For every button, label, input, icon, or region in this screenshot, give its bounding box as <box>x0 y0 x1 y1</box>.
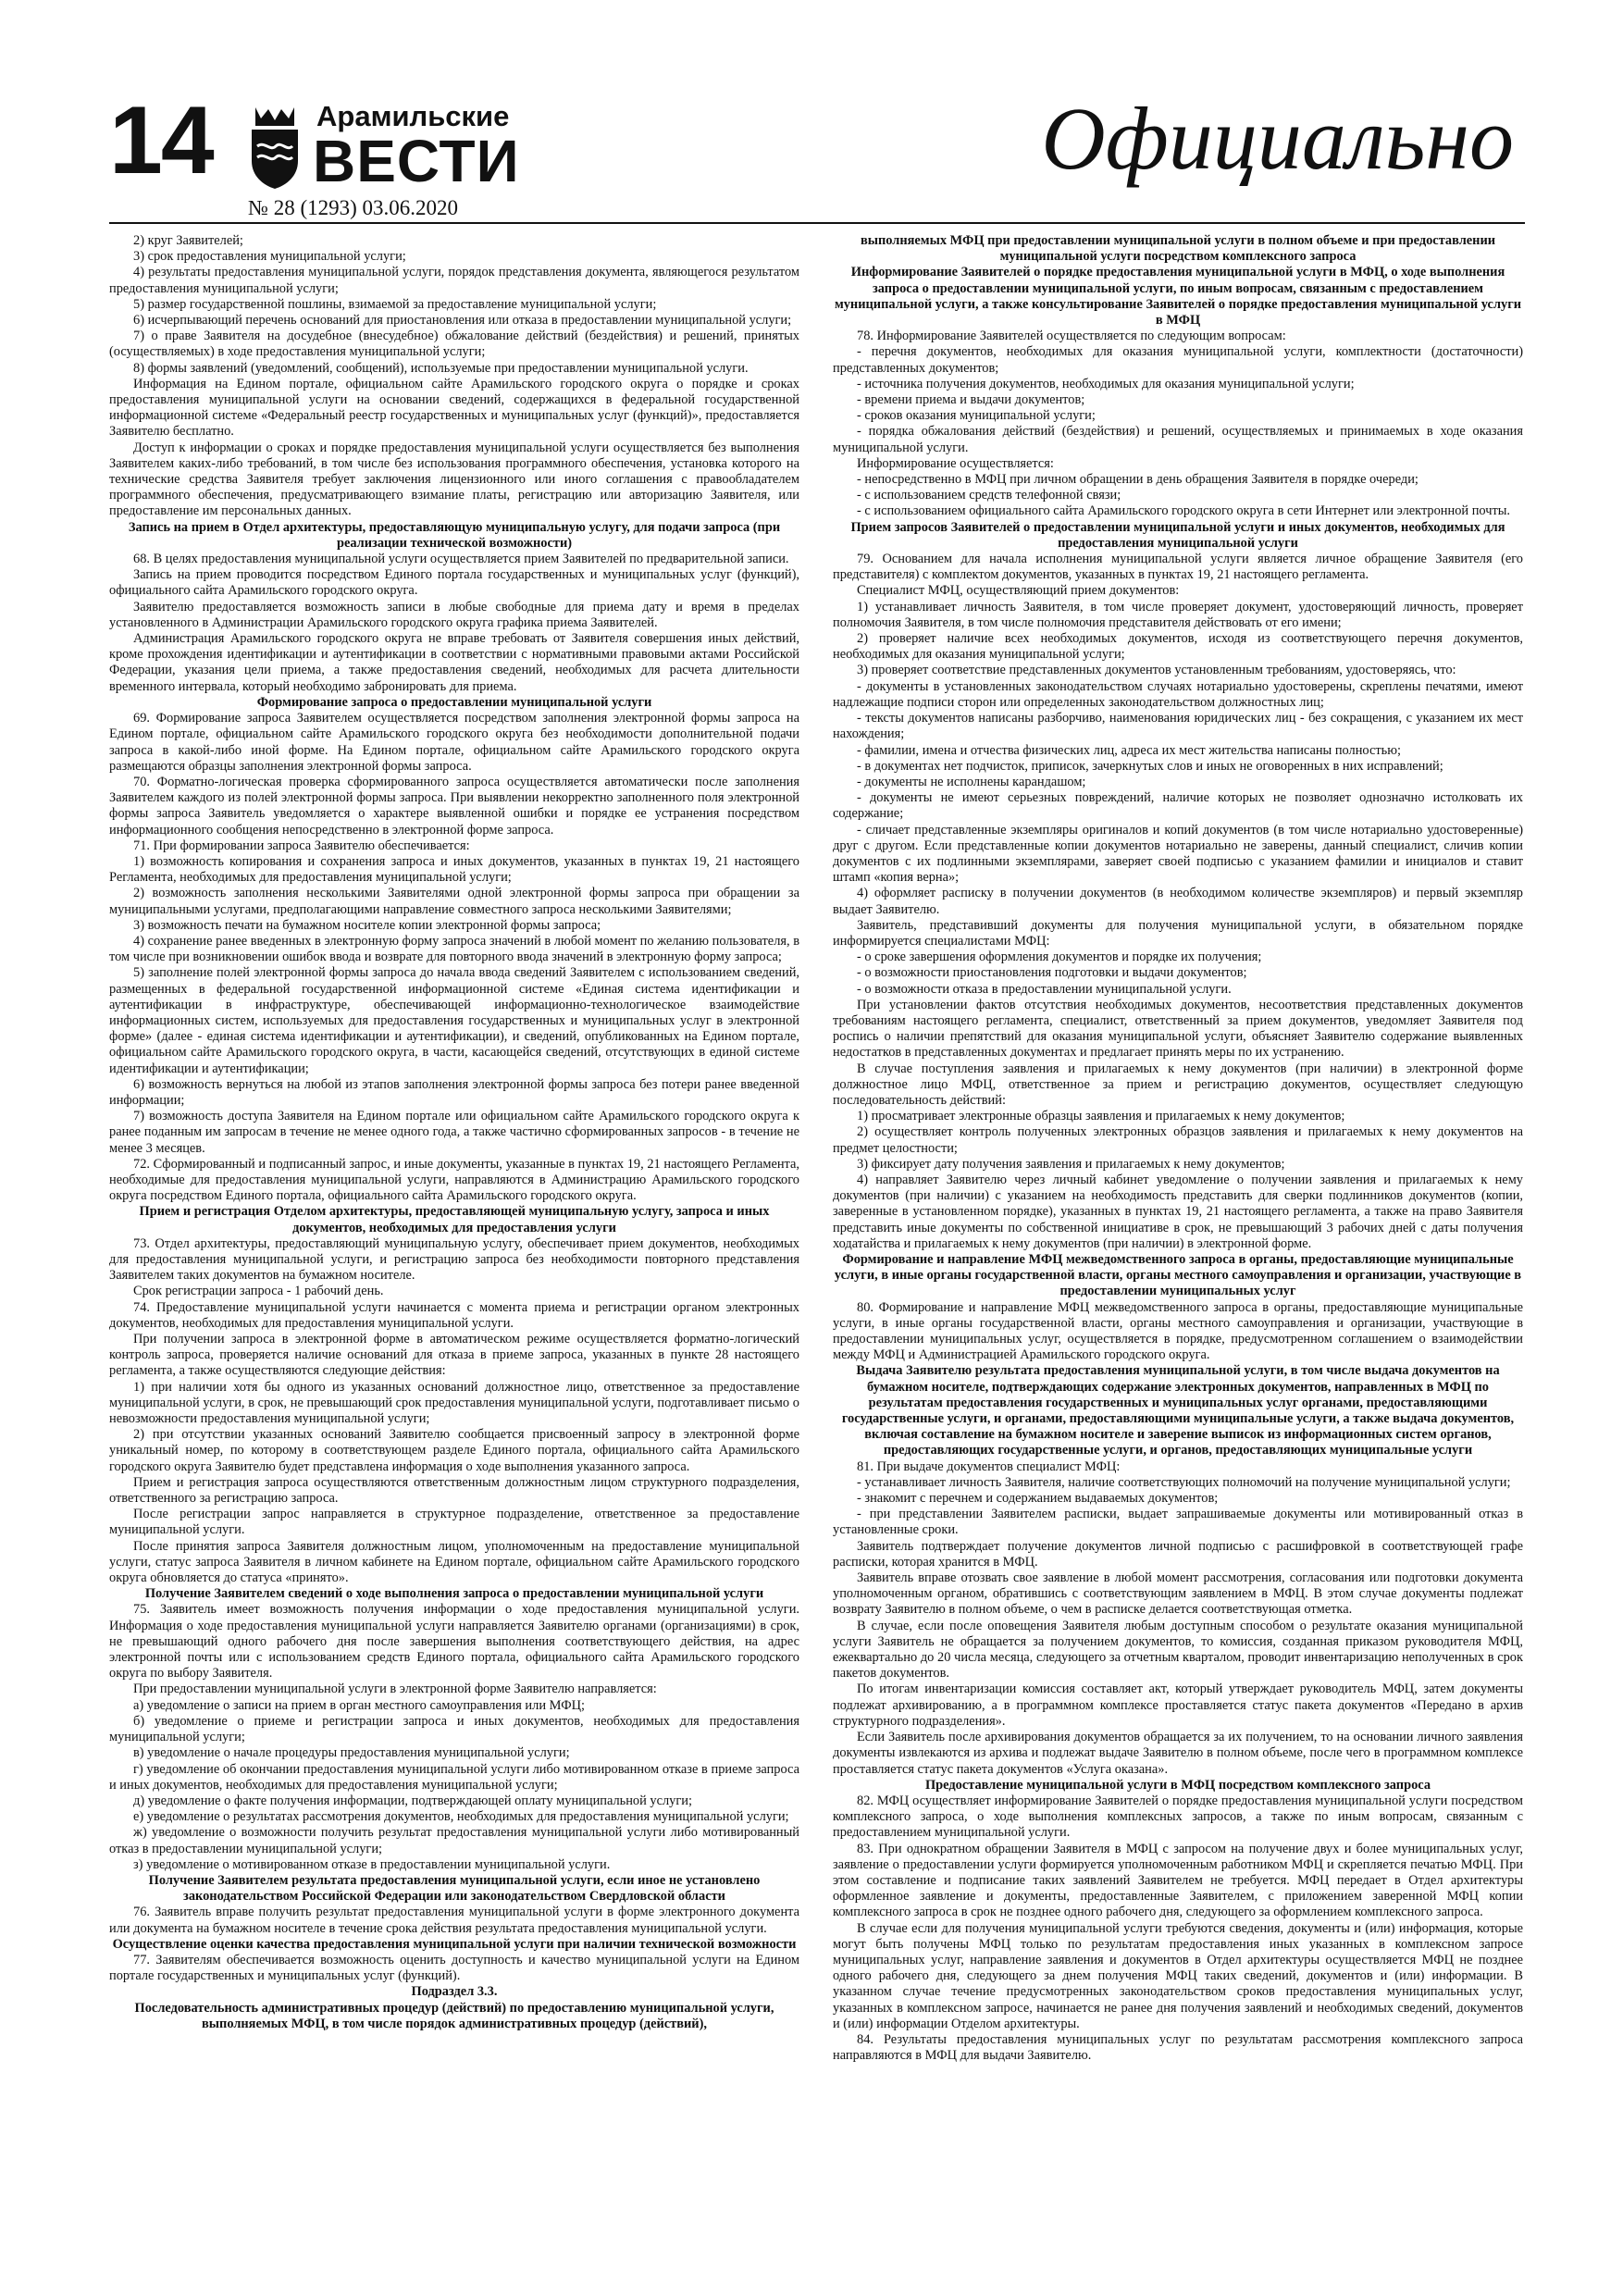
section-title: Официально <box>1041 89 1514 188</box>
city-emblem-icon <box>248 105 302 191</box>
paragraph: - сличает представленные экземпляры оригиналов и копий документов (в том числе нотариально удостоверенные) друг с другом. Если представленные копии документов нотариально не заверены, данный специалист, сличив копии документов с их подлинными экземплярами, заверяет своей подписью с указанием фамилии и инициалов и ставит штамп «копия верна»; <box>833 822 1523 886</box>
paragraph: 3) возможность печати на бумажном носителе копии электронной формы запроса; <box>133 917 601 933</box>
paragraph: 4) направляет Заявителю через личный кабинет уведомление о получении заявления и прилагаемых к нему документов (при наличии) с указанием на необходимость представить для сверки подлинников документов (копии, заверенные в установленном порядке), указанных в пунктах 19, 21 настоящего регламента, а также на право Заявителя представить иные документы по собственной инициативе в срок, не превышающий 3 рабочих дней с даты получения ходатайства и прилагаемых к нему документов (при наличии) в электронной форме. <box>833 1172 1523 1251</box>
paragraph: 5) размер государственной пошлины, взимаемой за предоставление муниципальной услуги; <box>133 296 657 312</box>
header-divider <box>109 222 1525 224</box>
paragraph: - документы не исполнены карандашом; <box>857 774 1086 789</box>
paragraph: 3) фиксирует дату получения заявления и прилагаемых к нему документов; <box>857 1156 1285 1172</box>
paragraph: з) уведомление о мотивированном отказе в предоставлении муниципальной услуги. <box>133 1856 611 1872</box>
section-heading: Запись на прием в Отдел архитектуры, предоставляющую муниципальную услугу, для подачи запроса (при реализации технической возможности) <box>128 519 781 551</box>
paragraph: 2) возможность заполнения несколькими Заявителями одной электронной формы запроса при обращении за муниципальными услугами, предполагающими направление совместного запроса несколькими Заявителями; <box>109 886 799 917</box>
section-heading: выполняемых МФЦ при предоставлении муниципальной услуги в полном объеме и при предоставлении муниципальной услуги посредством комплексного запроса <box>860 233 1496 265</box>
paragraph: - при представлении Заявителем расписки, выдает запрашиваемые документы или мотивированный отказ в установленные сроки. <box>833 1507 1523 1538</box>
paragraph: 69. Формирование запроса Заявителем осуществляется посредством заполнения электронной формы запроса на Едином портале, официальном сайте Арамильского городского округа без необходимости дополнительной подачи запроса в какой-либо иной форме. На Едином портале, официальном сайте Арамильского городского округа размещаются образцы заполнения электронной формы запроса. <box>109 711 799 774</box>
paragraph: При установлении фактов отсутствия необходимых документов, несоответствия представленных документов требованиям настоящего регламента, специалист, ответственный за прием документов, уведомляет Заявителя под роспись о наличии препятствий для оказания муниципальной услуги, объясняет Заявителю содержание выявленных недостатков в представленных документах и предлагает принять меры по их устранению. <box>833 997 1523 1061</box>
paragraph: 75. Заявитель имеет возможность получения информации о ходе предоставления муниципальной услуги. Информация о ходе предоставления муниципальной услуги направляется Заявителю органами (организациями) в срок, не превышающий одного рабочего дня после завершения выполнения соответствующего действия, на адрес электронной почты или с использованием средств Единого портала, официального сайта Арамильского городского округа по выбору Заявителя. <box>109 1602 799 1682</box>
paragraph: При предоставлении муниципальной услуги в электронной форме Заявителю направляется: <box>133 1682 657 1697</box>
paragraph: Запись на прием проводится посредством Единого портала государственных и муниципальных услуг (функций), официального сайта Арамильского городского округа. <box>109 567 799 599</box>
paragraph: 1) устанавливает личность Заявителя, в том числе проверяет документ, удостоверяющий личность, проверяет полномочия Заявителя, в том числе полномочия представителя действовать от его имени; <box>833 599 1523 630</box>
paragraph: - порядка обжалования действий (бездействия) и решений, осуществляемых и принимаемых в ходе оказания муниципальной услуги. <box>833 424 1523 455</box>
paragraph: По итогам инвентаризации комиссия составляет акт, который утверждает руководитель МФЦ, затем документы подлежат архивированию, а в программном комплексе проставляется статус пакета документов «Передано в архив структурного подразделения». <box>833 1682 1523 1729</box>
paragraph: При получении запроса в электронной форме в автоматическом режиме осуществляется форматно-логический контроль запроса, проверяется наличие оснований для отказа в приеме запроса, указанных в пункте 28 настоящего регламента, а также осуществляются следующие действия: <box>109 1332 799 1379</box>
section-heading: Получение Заявителем сведений о ходе выполнения запроса о предоставлении муниципальной услуги <box>144 1586 764 1602</box>
paragraph: е) уведомление о результатах рассмотрения документов, необходимых для предоставления муниципальной услуги; <box>133 1809 789 1825</box>
paper-name-big: ВЕСТИ <box>313 128 520 194</box>
paragraph: 7) возможность доступа Заявителя на Едином портале или официальном сайте Арамильского городского округа к ранее поданным им запросам в течение не менее одного года, а также частично сформированных запросов - в течение не менее 3 месяцев. <box>109 1109 799 1156</box>
section-heading: Подраздел 3.3. <box>411 1984 498 2000</box>
paragraph: 78. Информирование Заявителей осуществляется по следующим вопросам: <box>857 329 1286 344</box>
left-column <box>109 233 799 2251</box>
paragraph: - знакомит с перечнем и содержанием выдаваемых документов; <box>857 1491 1219 1507</box>
paragraph: 2) проверяет наличие всех необходимых документов, исходя из соответствующего перечня документов, необходимых для оказания муниципальной услуги; <box>833 631 1523 663</box>
paragraph: ж) уведомление о возможности получить результат предоставления муниципальной услуги либо мотивированный отказ в предоставлении муниципальной услуги; <box>109 1825 799 1856</box>
paragraph: Прием и регистрация запроса осуществляются ответственным должностным лицом структурного подразделения, ответственного за регистрацию запроса. <box>109 1474 799 1507</box>
paragraph: 2) круг Заявителей; <box>133 233 243 248</box>
paragraph: Заявитель вправе отозвать свое заявление в любой момент рассмотрения, согласования или подготовки документа уполномоченным органом, обратившись с соответствующим заявлением в МФЦ. В этом случае документы подлежат возврату Заявителю в полном объеме, о чем в расписке делается соответствующая отметка. <box>833 1570 1523 1618</box>
page-number: 14 <box>109 87 213 194</box>
paragraph: - с использованием официального сайта Арамильского городского округа в сети Интернет или электронной почты. <box>857 503 1511 519</box>
masthead <box>109 87 1525 231</box>
paragraph: 1) возможность копирования и сохранения запроса и иных документов, указанных в пунктах 19, 21 настоящего Регламента, необходимых для предоставления муниципальной услуги; <box>109 853 799 886</box>
paragraph: Информация на Едином портале, официальном сайте Арамильского городского округа о порядке и сроках предоставления муниципальной услуги на основании сведений, содержащихся в федеральной государственной информационной системе «Федеральный реестр государственных и муниципальных услуг (функций)», предоставляется Заявителю бесплатно. <box>109 376 799 440</box>
paragraph: 4) сохранение ранее введенных в электронную форму запроса значений в любой момент по желанию пользователя, в том числе при возникновении ошибок ввода и возврате для повторного ввода значений в электронную форму запроса; <box>109 933 799 965</box>
paragraph: - документы не имеют серьезных повреждений, наличие которых не позволяет однозначно истолковать их содержание; <box>833 790 1523 822</box>
paragraph: - в документах нет подчисток, приписок, зачеркнутых слов и иных не оговоренных в них исправлений; <box>857 758 1443 774</box>
section-heading: Последовательность административных процедур (действий) по предоставлению муниципальной услуги, выполняемых МФЦ, в том числе порядок административных процедур (действий), <box>134 2000 774 2031</box>
paragraph: 82. МФЦ осуществляет информирование Заявителей о порядке предоставления муниципальной услуги посредством комплексного запроса, о ходе выполнения комплексных запросов, а также по иным вопросам, связанным с предоставлением муниципальной услуги. <box>833 1793 1523 1841</box>
paragraph: 72. Сформированный и подписанный запрос, и иные документы, указанные в пунктах 19, 21 настоящего Регламента, необходимые для предоставления муниципальной услуги, направляются в Администрацию Арамильского городского округа посредством Единого портала, официального сайта Арамильского городского округа. <box>109 1156 799 1204</box>
right-column <box>833 233 1523 2251</box>
paragraph: В случае поступления заявления и прилагаемых к нему документов (при наличии) в электронной форме должностное лицо МФЦ, ответственное за прием и регистрацию документов, осуществляет следующую последовательность действий: <box>833 1061 1523 1108</box>
section-heading: Осуществление оценки качества предоставления муниципальной услуги при наличии технической возможности <box>112 1936 797 1952</box>
paragraph: Информирование осуществляется: <box>857 455 1054 471</box>
paragraph: а) уведомление о записи на прием в орган местного самоуправления или МФЦ; <box>133 1697 585 1713</box>
paragraph: Доступ к информации о сроках и порядке предоставления муниципальной услуги осуществляется без выполнения Заявителем каких-либо требований, в том числе без использования программного обеспечения, установка которого на технические средства Заявителя требует заключения лицензионного или иного соглашения с правообладателем программного обеспечения, предусматривающего взимание платы, регистрацию или авторизацию Заявителя, или предоставление им персональных данных. <box>109 440 799 519</box>
paragraph: В случае, если после оповещения Заявителя любым доступным способом о результате оказания муниципальной услуги Заявитель не обращается за получением документов, то комиссия, созданная приказом руководителя МФЦ, ежеквартально до 20 числа месяца, следующего за отчетным кварталом, проводит инвентаризацию неполученных в срок пакетов документов. <box>833 1618 1523 1682</box>
paragraph: - непосредственно в МФЦ при личном обращении в день обращения Заявителя в порядке очереди; <box>857 472 1419 488</box>
issue-info: № 28 (1293) 03.06.2020 <box>248 196 459 219</box>
paragraph: В случае если для получения муниципальной услуги требуются сведения, документы и (или) информация, которые могут быть получены МФЦ только по результатам предоставления иных указанных в комплексном запросе муниципальных услуг, направление заявления и документов в Отдел архитектуры осуществляется МФЦ не позднее одного рабочего дня, следующего за днем получения МФЦ таких сведений, документов и (или) информации. В указанном случае течение предусмотренных законодательством сроков предоставления муниципальных услуг, указанных в комплексном запросе, начинается не ранее дня получения заявлений и необходимых сведений, документов и (или) информации Отделом архитектуры. <box>833 1920 1523 2031</box>
paragraph: 80. Формирование и направление МФЦ межведомственного запроса в органы, предоставляющие муниципальные услуги, в иные органы государственной власти, органы местного самоуправления и организации, участвующие в предоставлении муниципальных услуг, осуществляется в порядке, предусмотренном соглашением о взаимодействии между МФЦ и Администрацией Арамильского городского округа. <box>833 1299 1523 1363</box>
newspaper-logo <box>248 100 590 202</box>
paragraph: 76. Заявитель вправе получить результат предоставления муниципальной услуги в форме электронного документа или документа на бумажном носителе в течение срока действия результата предоставления муниципальной услуги. <box>109 1905 799 1936</box>
paragraph: 70. Форматно-логическая проверка сформированного запроса осуществляется автоматически после заполнения Заявителем каждого из полей электронной формы запроса. При выявлении некорректно заполненного поля электронной формы запроса Заявитель уведомляется о характере выявленной ошибки и порядке ее устранения посредством информационного сообщения непосредственно в электронной форме запроса. <box>109 774 799 838</box>
paragraph: 79. Основанием для начала исполнения муниципальной услуги является личное обращение Заявителя (его представителя) с комплектом документов, указанных в пунктах 19, 21 настоящего регламента. <box>833 552 1523 583</box>
paragraph: - тексты документов написаны разборчиво, наименования юридических лиц - без сокращения, с указанием их мест нахождения; <box>833 711 1523 742</box>
paragraph: в) уведомление о начале процедуры предоставления муниципальной услуги; <box>133 1745 570 1761</box>
paragraph: 2) при отсутствии указанных оснований Заявителю сообщается присвоенный запросу в электронной форме уникальный номер, по которому в соответствующем разделе Единого портала, официального сайта Арамильского городского округа Заявителю будет представлена информация о ходе выполнения указанного запроса. <box>109 1427 799 1474</box>
paragraph: - фамилии, имена и отчества физических лиц, адреса их мест жительства написаны полностью; <box>857 742 1401 758</box>
paragraph: 71. При формировании запроса Заявителю обеспечивается: <box>133 838 470 853</box>
paragraph: 84. Результаты предоставления муниципальных услуг по результатам рассмотрения комплексного запроса направляются в МФЦ для выдачи Заявителю. <box>833 2031 1523 2064</box>
section-heading: Выдача Заявителю результата предоставления муниципальной услуги, в том числе выдача документов на бумажном носителе, подтверждающих содержание электронных документов, направленных в МФЦ по результатам предоставления государственных и муниципальных услуг органами, предоставляющими государственные услуги, и органами, предоставляющими муниципальные услуги, а также выдача документов, включая составление на бумажном носителе и заверение выписок из информационных систем органов, предоставляющих государственные услуги, и органов, предоставляющих муниципальные услуги <box>841 1363 1515 1458</box>
paragraph: Администрация Арамильского городского округа не вправе требовать от Заявителя совершения иных действий, кроме прохождения идентификации и аутентификации в соответствии с нормативными правовыми актами Российской Федерации, указания цели приема, а также предоставления сведений, необходимых для расчета длительности временного интервала, который необходимо забронировать для приема. <box>109 631 799 694</box>
paper-name-small: Арамильские <box>316 100 510 132</box>
section-heading: Формирование и направление МФЦ межведомственного запроса в органы, предоставляющие муниципальные услуги, в иные органы государственной власти, органы местного самоуправления и организации, участвующие в предоставлении муниципальных услуг <box>834 1252 1522 1299</box>
paragraph: Специалист МФЦ, осуществляющий прием документов: <box>857 583 1180 599</box>
paragraph: 73. Отдел архитектуры, предоставляющий муниципальную услугу, обеспечивает прием документов, необходимых для предоставления муниципальной услуги, и регистрацию запроса без необходимости повторного представления Заявителем таких документов на бумажном носителе. <box>109 1235 799 1284</box>
paragraph: б) уведомление о приеме и регистрации запроса и иных документов, необходимых для предоставления муниципальной услуги; <box>109 1713 799 1745</box>
section-heading: Получение Заявителем результата предоставления муниципальной услуги, если иное не установлено законодательством Российской Федерации или законодательством Свердловской области <box>148 1872 761 1905</box>
paragraph: 6) исчерпывающий перечень оснований для приостановления или отказа в предоставлении муниципальной услуги; <box>133 313 792 329</box>
section-heading: Информирование Заявителей о порядке предоставления муниципальной услуги в МФЦ, о ходе выполнения запроса о предоставлении муниципальной услуги, по иным вопросам, связанным с предоставлением муниципальной услуги, а также консультирование Заявителей о порядке предоставления муниципальной услуги в МФЦ <box>834 265 1522 329</box>
paragraph: 4) оформляет расписку в получении документов (в необходимом количестве экземпляров) и первый экземпляр выдает Заявителю. <box>833 886 1523 917</box>
paragraph: - о возможности отказа в предоставлении муниципальной услуги. <box>857 981 1232 997</box>
paragraph: 81. При выдаче документов специалист МФЦ: <box>857 1458 1121 1474</box>
paragraph: 2) осуществляет контроль полученных электронных образцов заявления и прилагаемых к нему документов на предмет целостности; <box>833 1124 1523 1156</box>
paragraph: Срок регистрации запроса - 1 рабочий день. <box>133 1284 384 1299</box>
paragraph: - о возможности приостановления подготовки и выдачи документов; <box>857 965 1247 981</box>
paragraph: 83. При однократном обращении Заявителя в МФЦ с запросом на получение двух и более муниципальных услуг, заявление о предоставлении услуги формируется уполномоченным работником МФЦ и скрепляется печатью МФЦ. При этом составление и подписание таких заявлений Заявителем не требуется. МФЦ передает в Отдел архитектуры оформленное заявление и документы, предоставленные Заявителем, с приложением заверенной МФЦ копии комплексного запроса в срок не позднее одного рабочего дня, следующего за оформлением комплексного запроса. <box>833 1841 1523 1920</box>
paragraph: Заявитель, представивший документы для получения муниципальной услуги, в обязательном порядке информируется специалистами МФЦ: <box>833 917 1523 949</box>
paragraph: После принятия запроса Заявителя должностным лицом, уполномоченным на предоставление муниципальной услуги, статус запроса Заявителя в личном кабинете на Едином портале, официальном сайте Арамильского городского округа обновляется до статуса «принято». <box>109 1538 799 1586</box>
paragraph: После регистрации запрос направляется в структурное подразделение, ответственное за предоставление муниципальной услуги. <box>109 1507 799 1538</box>
paragraph: 5) заполнение полей электронной формы запроса до начала ввода сведений Заявителем с использованием сведений, размещенных в федеральной государственной информационной системе «Единая система идентификации и аутентификации в инфраструктуре, обеспечивающей информационно-технологическое взаимодействие информационных систем, используемых для предоставления государственных и муниципальных услуг в электронной форме» (далее - единая система идентификации и аутентификации), и сведений, опубликованных на Едином портале, официальном сайте Арамильского городского округа, в части, касающейся сведений, отсутствующих в единой системе идентификации и аутентификации; <box>109 965 799 1076</box>
section-heading: Прием запросов Заявителей о предоставлении муниципальной услуги и иных документов, необходимых для предоставления муниципальной услуги <box>850 519 1505 551</box>
paragraph: 3) проверяет соответствие представленных документов установленным требованиям, удостоверяясь, что: <box>857 663 1456 678</box>
paragraph: - сроков оказания муниципальной услуги; <box>857 408 1096 424</box>
paragraph: 1) просматривает электронные образцы заявления и прилагаемых к нему документов; <box>857 1109 1345 1124</box>
paragraph: Если Заявитель после архивирования документов обращается за их получением, то на основании личного заявления документы извлекаются из архива и подлежат выдаче Заявителю в полном объеме, после чего в программном комплексе проставляется статус пакета документов «Услуга оказана». <box>833 1730 1523 1777</box>
paragraph: - о сроке завершения оформления документов и порядке их получения; <box>857 949 1262 965</box>
paragraph: д) уведомление о факте получения информации, подтверждающей оплату муниципальной услуги; <box>133 1793 692 1808</box>
paragraph: 1) при наличии хотя бы одного из указанных оснований должностное лицо, ответственное за предоставление муниципальной услуги, в срок, не превышающий срок предоставления муниципальной услуги, подготавливает письмо о невозможности предоставления муниципальной услуги; <box>109 1379 799 1427</box>
section-heading: Предоставление муниципальной услуги в МФЦ посредством комплексного запроса <box>924 1777 1431 1793</box>
paragraph: - документы в установленных законодательством случаях нотариально удостоверены, скреплены печатями, имеют надлежащие подписи сторон или определенных законодательством должностных лиц; <box>833 678 1523 710</box>
paragraph: - перечня документов, необходимых для оказания муниципальной услуги, комплектности (достаточности) представленных документов; <box>833 344 1523 376</box>
paragraph: 74. Предоставление муниципальной услуги начинается с момента приема и регистрации органом электронных документов, необходимых для предоставления муниципальной услуги. <box>109 1299 799 1331</box>
paragraph: - времени приема и выдачи документов; <box>857 392 1085 408</box>
section-heading: Формирование запроса о предоставлении муниципальной услуги <box>256 694 652 710</box>
section-heading: Прием и регистрация Отделом архитектуры, предоставляющей муниципальную услугу, запроса и иных документов, необходимых для предоставления услуги <box>139 1204 770 1235</box>
paragraph: 7) о праве Заявителя на досудебное (внесудебное) обжалование действий (бездействия) и решений, принятых (осуществляемых) в ходе предоставления муниципальной услуги; <box>109 329 799 360</box>
paragraph: 77. Заявителям обеспечивается возможность оценить доступность и качество муниципальной услуги на Едином портале государственных и муниципальных услуг (функций). <box>109 1952 799 1984</box>
paragraph: 3) срок предоставления муниципальной услуги; <box>133 249 406 265</box>
paragraph: 68. В целях предоставления муниципальной услуги осуществляется прием Заявителей по предварительной записи. <box>133 552 789 567</box>
paragraph: г) уведомление об окончании предоставления муниципальной услуги либо мотивированном отказе в приеме запроса и иных документов, необходимых для предоставления муниципальной услуги; <box>109 1761 799 1793</box>
paragraph: Заявителю предоставляется возможность записи в любые свободные для приема дату и время в пределах установленного в Администрации Арамильского городского округа графика приема Заявителей. <box>109 599 799 630</box>
paragraph: 6) возможность вернуться на любой из этапов заполнения электронной формы запроса без потери ранее введенной информации; <box>109 1076 799 1108</box>
paragraph: - устанавливает личность Заявителя, наличие соответствующих полномочий на получение муниципальной услуги; <box>857 1474 1511 1490</box>
paragraph: 8) формы заявлений (уведомлений, сообщений), используемые при предоставлении муниципальной услуги. <box>133 360 749 376</box>
paragraph: - с использованием средств телефонной связи; <box>857 488 1121 503</box>
paragraph: 4) результаты предоставления муниципальной услуги, порядок представления документа, являющегося результатом предоставления муниципальной услуги; <box>109 265 799 296</box>
paragraph: - источника получения документов, необходимых для оказания муниципальной услуги; <box>857 376 1355 391</box>
paragraph: Заявитель подтверждает получение документов личной подписью с расшифровкой в соответствующей графе расписки, которая хранится в МФЦ. <box>833 1538 1523 1570</box>
